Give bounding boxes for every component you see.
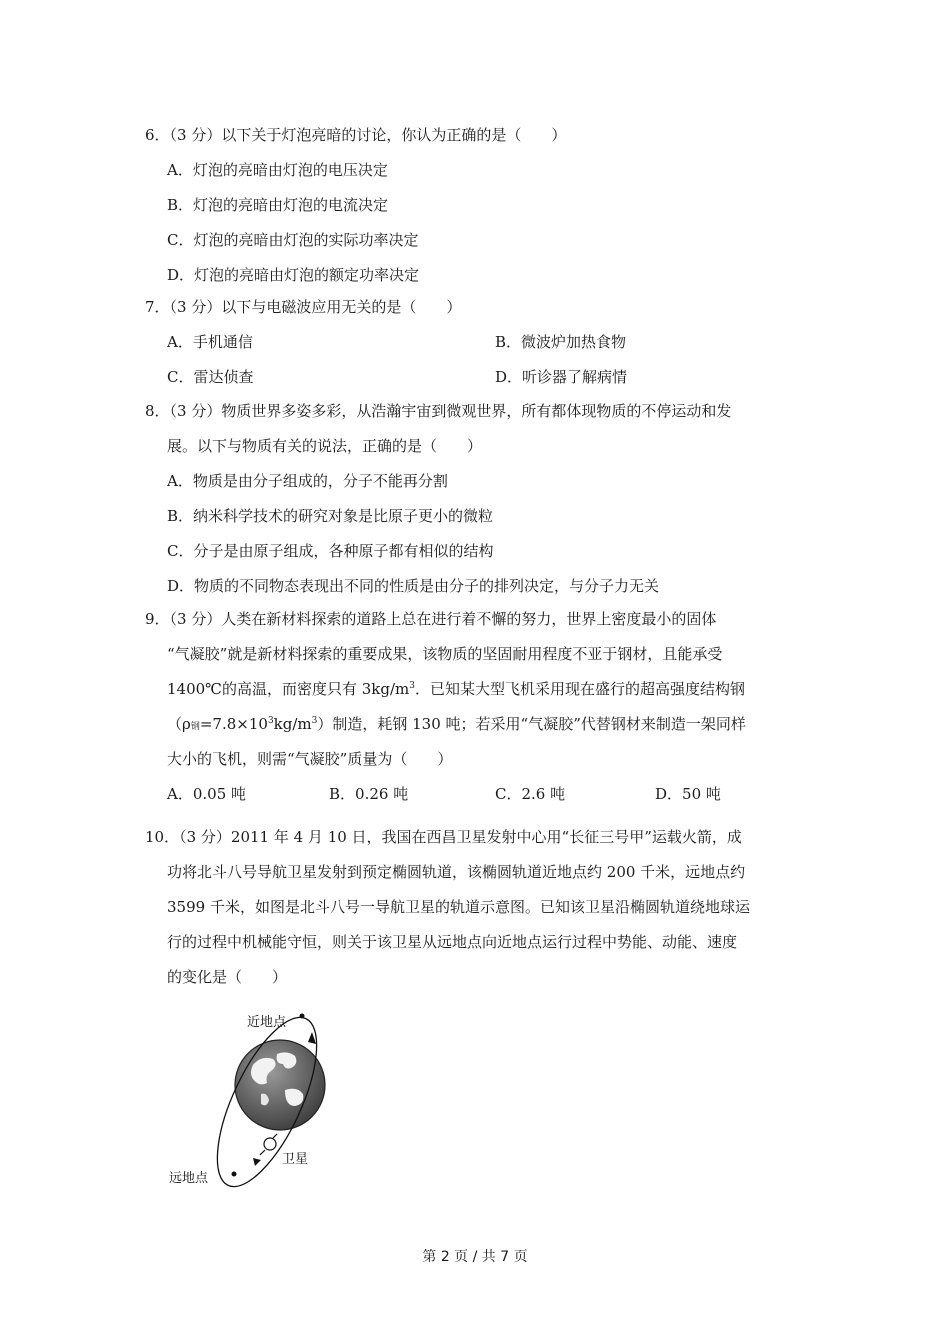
question-8-option-a: A．物质是由分子组成的，分子不能再分割	[167, 472, 448, 490]
question-6-option-c: C．灯泡的亮暗由灯泡的实际功率决定	[167, 231, 419, 249]
question-9-options-row	[145, 777, 810, 812]
question-6-stem: 6．（3 分）以下关于灯泡亮暗的讨论，你认为正确的是（ ）	[145, 126, 567, 144]
question-9	[145, 602, 810, 812]
question-9-line-4	[145, 707, 810, 742]
question-9-option-a: A．0.05 吨	[167, 785, 246, 803]
question-9-line-1: 9．（3 分）人类在新材料探索的道路上总在进行着不懈的努力，世界上密度最小的固体	[145, 610, 717, 628]
question-7-stem: 7．（3 分）以下与电磁波应用无关的是（ ）	[145, 298, 462, 316]
question-7-option-b: B．微波炉加热食物	[495, 333, 627, 351]
question-8-option-c: C．分子是由原子组成，各种原子都有相似的结构	[167, 542, 494, 560]
satellite-icon	[260, 1134, 277, 1155]
question-9-option-b: B．0.26 吨	[329, 785, 409, 803]
question-9-line-4-text-a: （ρ	[167, 715, 191, 733]
question-9-line-3-text-b: ．已知某大型飞机采用现在盛行的超高强度结构钢	[414, 680, 745, 698]
question-6-option-d: D．灯泡的亮暗由灯泡的额定功率决定	[167, 266, 420, 284]
question-7-options-row-2	[145, 360, 810, 395]
question-6-option-b: B．灯泡的亮暗由灯泡的电流决定	[167, 196, 389, 214]
question-9-line-3	[145, 672, 810, 707]
perigee-label: 近地点	[247, 1015, 287, 1030]
apogee-label: 远地点	[169, 1171, 209, 1186]
orbit-arrow-icon	[253, 1158, 261, 1166]
question-9-line-4-text-b: =7.8×10	[199, 715, 268, 733]
question-8-option-b: B．纳米科学技术的研究对象是比原子更小的微粒	[167, 507, 494, 525]
question-6-option-a: A．灯泡的亮暗由灯泡的电压决定	[167, 161, 388, 179]
question-9-line-4-text-d: ）制造，耗钢 130 吨；若采用“气凝胶”代替钢材来制造一架同样	[317, 715, 746, 733]
question-7-options-row-1	[145, 325, 810, 360]
question-9-line-3-text-a: 1400℃的高温，而密度只有 3kg/m	[167, 680, 410, 698]
question-9-line-4-text-c: kg/m	[273, 715, 312, 733]
question-10-line-4: 行的过程中机械能守恒，则关于该卫星从远地点向近地点运行过程中势能、动能、速度	[167, 933, 738, 951]
perigee-dot	[300, 1014, 305, 1019]
question-6	[145, 118, 810, 293]
question-10-line-1: 10．（3 分）2011 年 4 月 10 日，我国在西昌卫星发射中心用“长征三号甲”运载火箭，成	[145, 828, 742, 846]
question-10-line-2: 功将北斗八号导航卫星发射到预定椭圆轨道，该椭圆轨道近地点约 200 千米，远地点约	[167, 863, 746, 881]
question-9-line-2: “气凝胶”就是新材料探索的重要成果，该物质的坚固耐用程度不亚于钢材，且能承受	[167, 645, 723, 663]
superscript: 3	[267, 716, 274, 726]
question-9-option-c: C．2.6 吨	[495, 785, 566, 803]
question-10-line-5: 的变化是（ ）	[167, 968, 288, 986]
apogee-dot	[232, 1172, 237, 1177]
question-8-stem-line-1: 8．（3 分）物质世界多姿多彩，从浩瀚宇宙到微观世界，所有都体现物质的不停运动和发	[145, 402, 732, 420]
question-8-option-d: D．物质的不同物态表现出不同的性质是由分子的排列决定，与分子力无关	[167, 577, 660, 595]
question-8-stem-line-2: 展。以下与物质有关的说法，正确的是（ ）	[167, 437, 483, 455]
page-footer: 第 2 页 / 共 7 页	[422, 1249, 528, 1265]
superscript: 3	[409, 681, 415, 691]
question-10	[145, 820, 810, 995]
satellite-orbit-figure	[165, 1010, 335, 1190]
question-7	[145, 290, 810, 395]
question-7-option-d: D．听诊器了解病情	[495, 368, 628, 386]
question-9-line-5: 大小的飞机，则需“气凝胶”质量为（ ）	[167, 750, 453, 768]
satellite-label: 卫星	[282, 1152, 309, 1167]
question-10-line-3: 3599 千米，如图是北斗八号一导航卫星的轨道示意图。已知该卫星沿椭圆轨道绕地球运	[167, 898, 750, 916]
question-8	[145, 394, 810, 604]
subscript: 钢	[190, 722, 200, 732]
question-7-option-a: A．手机通信	[167, 333, 253, 351]
orbit-arrow-icon	[308, 1032, 316, 1044]
superscript: 3	[311, 716, 318, 726]
question-9-option-d: D．50 吨	[655, 785, 721, 803]
question-7-option-c: C．雷达侦查	[167, 368, 254, 386]
